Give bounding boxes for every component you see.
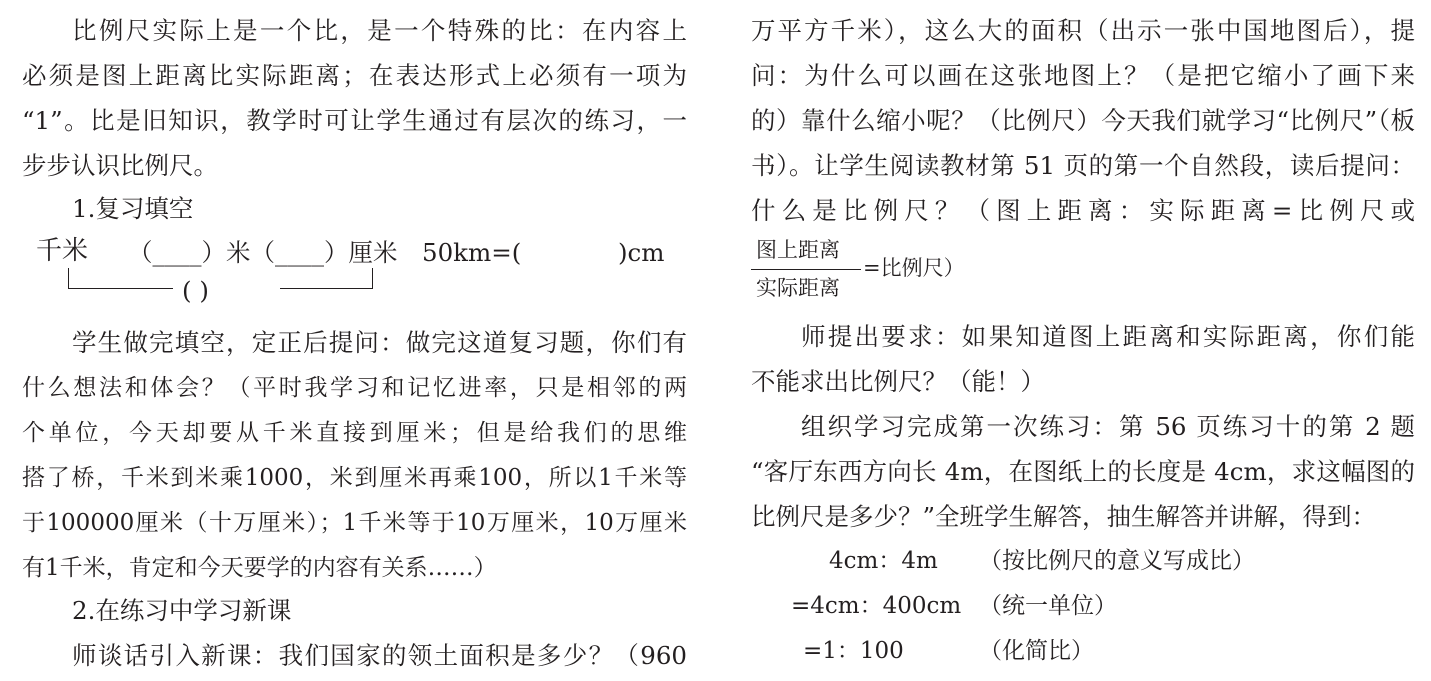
paragraph-line: 问：为什么可以画在这张地图上？（是把它缩小了画下来 [751,61,1415,90]
paragraph-line: 什么是比例尺？（图上距离：实际距离=比例尺或 [751,196,1415,225]
paragraph-line: 个单位，今天却要从千米直接到厘米；但是给我们的思维 [22,420,687,446]
section-heading-new-lesson: 2.在练习中学习新课 [72,596,292,625]
calc-step-expr: 4cm：4m [829,548,938,574]
fill-in-exercise [22,232,687,305]
km-equation-end: )cm [618,238,665,267]
fraction-denominator: 实际距离 [756,276,840,300]
calc-step-note: （按比例尺的意义写成比） [979,548,1255,574]
paragraph-line: 师谈话引入新课：我们国家的领土面积是多少？（960 [72,641,687,670]
unit-km-label: 千米 [36,236,89,266]
bottom-blank: ( ) [182,276,209,305]
conversion-blanks: （____）米（____）厘米 [128,238,398,267]
paragraph-line: 步步认识比例尺。 [22,151,218,180]
calc-step-note: （化简比） [979,638,1094,664]
paragraph-line: 什么想法和体会？（平时我学习和记忆进率，只是相邻的两 [22,375,687,401]
bracket-line-left [68,268,173,289]
calc-step-note: （统一单位） [979,593,1117,619]
paragraph-line: 组织学习完成第一次练习：第 56 页练习十的第 2 题 [801,412,1415,441]
paragraph-line: 有1千米，肯定和今天要学的内容有关系……） [22,555,497,581]
paragraph-line: 师提出要求：如果知道图上距离和实际距离，你们能 [801,322,1415,351]
fraction-bar [751,269,861,270]
paragraph-line: 于100000厘米（十万厘米）；1千米等于10万厘米，10万厘米 [22,510,687,536]
paragraph-line: 必须是图上距离比实际距离；在表达形式上必须有一项为 [22,61,687,90]
paragraph-line: 书）。让学生阅读教材第 51 页的第一个自然段，读后提问： [751,151,1415,180]
paragraph-line: 比例尺是多少？”全班学生解答，抽生解答并讲解，得到： [751,502,1377,531]
scale-fraction [751,232,965,312]
paragraph-line: 比例尺实际上是一个比，是一个特殊的比：在内容上 [72,16,687,45]
paragraph-line: “1”。比是旧知识，教学时可让学生通过有层次的练习，一 [22,106,687,135]
paragraph-line: 搭了桥，千米到米乘1000，米到厘米再乘100，所以1千米等 [22,465,687,491]
fraction-numerator: 图上距离 [756,238,840,262]
calc-step-expr: =1：100 [803,638,904,664]
km-equation: 50km=( [422,238,522,267]
fraction-result: =比例尺） [863,256,965,280]
paragraph-line: 的）靠什么缩小呢？（比例尺）今天我们就学习“比例尺”（板 [751,106,1415,135]
paragraph-line: 万平方千米），这么大的面积（出示一张中国地图后），提 [751,16,1415,45]
paragraph-line: 不能求出比例尺？（能！） [751,367,1045,396]
paragraph-line: “客厅东西方向长 4m，在图纸上的长度是 4cm，求这幅图的 [751,457,1415,486]
calc-step-expr: =4cm：400cm [791,593,962,619]
paragraph-line: 学生做完填空，定正后提问：做完这道复习题，你们有 [72,328,687,357]
section-heading-review: 1.复习填空 [72,194,194,223]
bracket-line-right [280,268,373,289]
